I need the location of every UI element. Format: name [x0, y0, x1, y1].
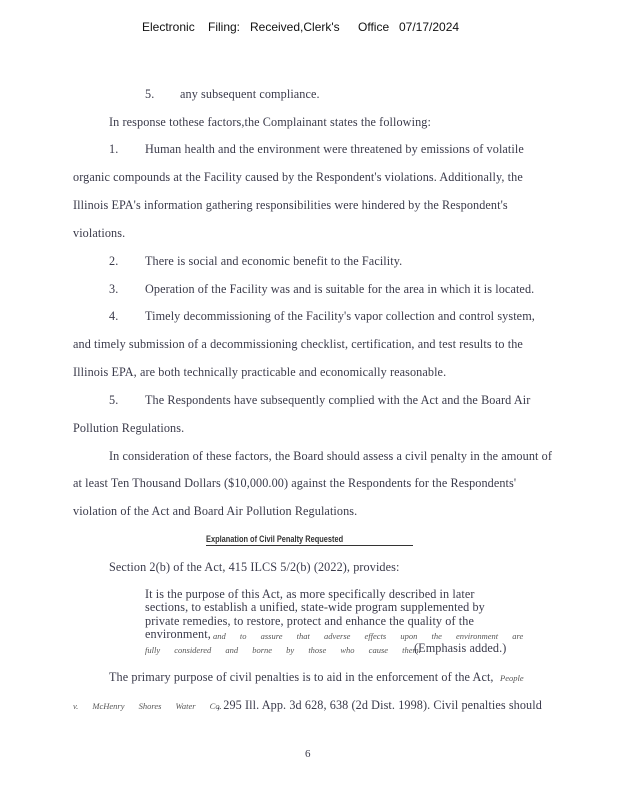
item-number: 5. — [109, 393, 119, 407]
consideration-line: violation of the Act and Board Air Pollution Regulations. — [73, 504, 358, 518]
intro-paragraph: In response tothese factors,the Complainant states the following: — [109, 115, 431, 129]
header-filing: Filing: — [208, 20, 241, 34]
item-number: 2. — [109, 254, 119, 268]
consideration-line: In consideration of these factors, the Board should assess a civil penalty in the amount of — [109, 449, 552, 463]
item-number: 1. — [109, 142, 119, 156]
item-line: Illinois EPA's information gathering responsibilities were hindered by the Respondent's — [73, 198, 508, 212]
item-line: There is social and economic benefit to the Facility. — [145, 254, 403, 268]
section-title: Explanation of Civil Penalty Requested — [206, 534, 344, 545]
quote-line: sections, to establish a unified, state-wide program supplemented by — [145, 600, 485, 614]
item-line: and timely submission of a decommissioning checklist, certification, and test results to the — [73, 337, 523, 351]
quote-line: private remedies, to restore, protect and enhance the quality of the — [145, 614, 474, 628]
page-number: 6 — [305, 748, 311, 760]
purpose-line: The primary purpose of civil penalties is to aid in the enforcement of the Act, — [109, 670, 494, 684]
case-name-italic: People — [500, 673, 524, 683]
item-line: Human health and the environment were threatened by emissions of volatile — [145, 142, 524, 156]
list-number: 5. — [145, 87, 155, 101]
quote-line: environment, — [145, 627, 211, 641]
quote-line: It is the purpose of this Act, as more specifically described in later — [145, 587, 475, 601]
section-intro: Section 2(b) of the Act, 415 ILCS 5/2(b) (2022), provides: — [109, 560, 400, 574]
item-line: Timely decommissioning of the Facility's vapor collection and control system, — [145, 309, 535, 323]
emphasis-note: (Emphasis added.) — [414, 641, 507, 655]
header-office: Office — [358, 20, 390, 34]
consideration-line: at least Ten Thousand Dollars ($10,000.00) against the Respondents for the Respondents' — [73, 476, 517, 490]
item-number: 3. — [109, 282, 119, 296]
item-line: organic compounds at the Facility caused by the Respondent's violations. Additionally, the — [73, 170, 523, 184]
purpose-line: , 295 Ill. App. 3d 628, 638 (2d Dist. 1998). Civil penalties should — [217, 698, 542, 712]
header-date: 07/17/2024 — [399, 20, 460, 34]
header-received: Received,Clerk's — [250, 20, 340, 34]
quote-italic: fully considered and borne by those who cause them. — [145, 645, 421, 655]
item-line: The Respondents have subsequently complied with the Act and the Board Air — [145, 393, 531, 407]
case-name-italic: v. McHenry Shores Water Co. — [73, 701, 222, 711]
item-line: Illinois EPA, are both technically practicable and economically reasonable. — [73, 365, 447, 379]
quote-italic: and to assure that adverse effects upon the environment are — [213, 631, 524, 641]
item-number: 4. — [109, 309, 119, 323]
item-line: violations. — [73, 226, 126, 240]
list-text: any subsequent compliance. — [180, 87, 320, 101]
header-electronic: Electronic — [142, 20, 195, 34]
item-line: Operation of the Facility was and is suitable for the area in which it is located. — [145, 282, 535, 296]
item-line: Pollution Regulations. — [73, 421, 185, 435]
section-title-underline — [206, 545, 413, 546]
